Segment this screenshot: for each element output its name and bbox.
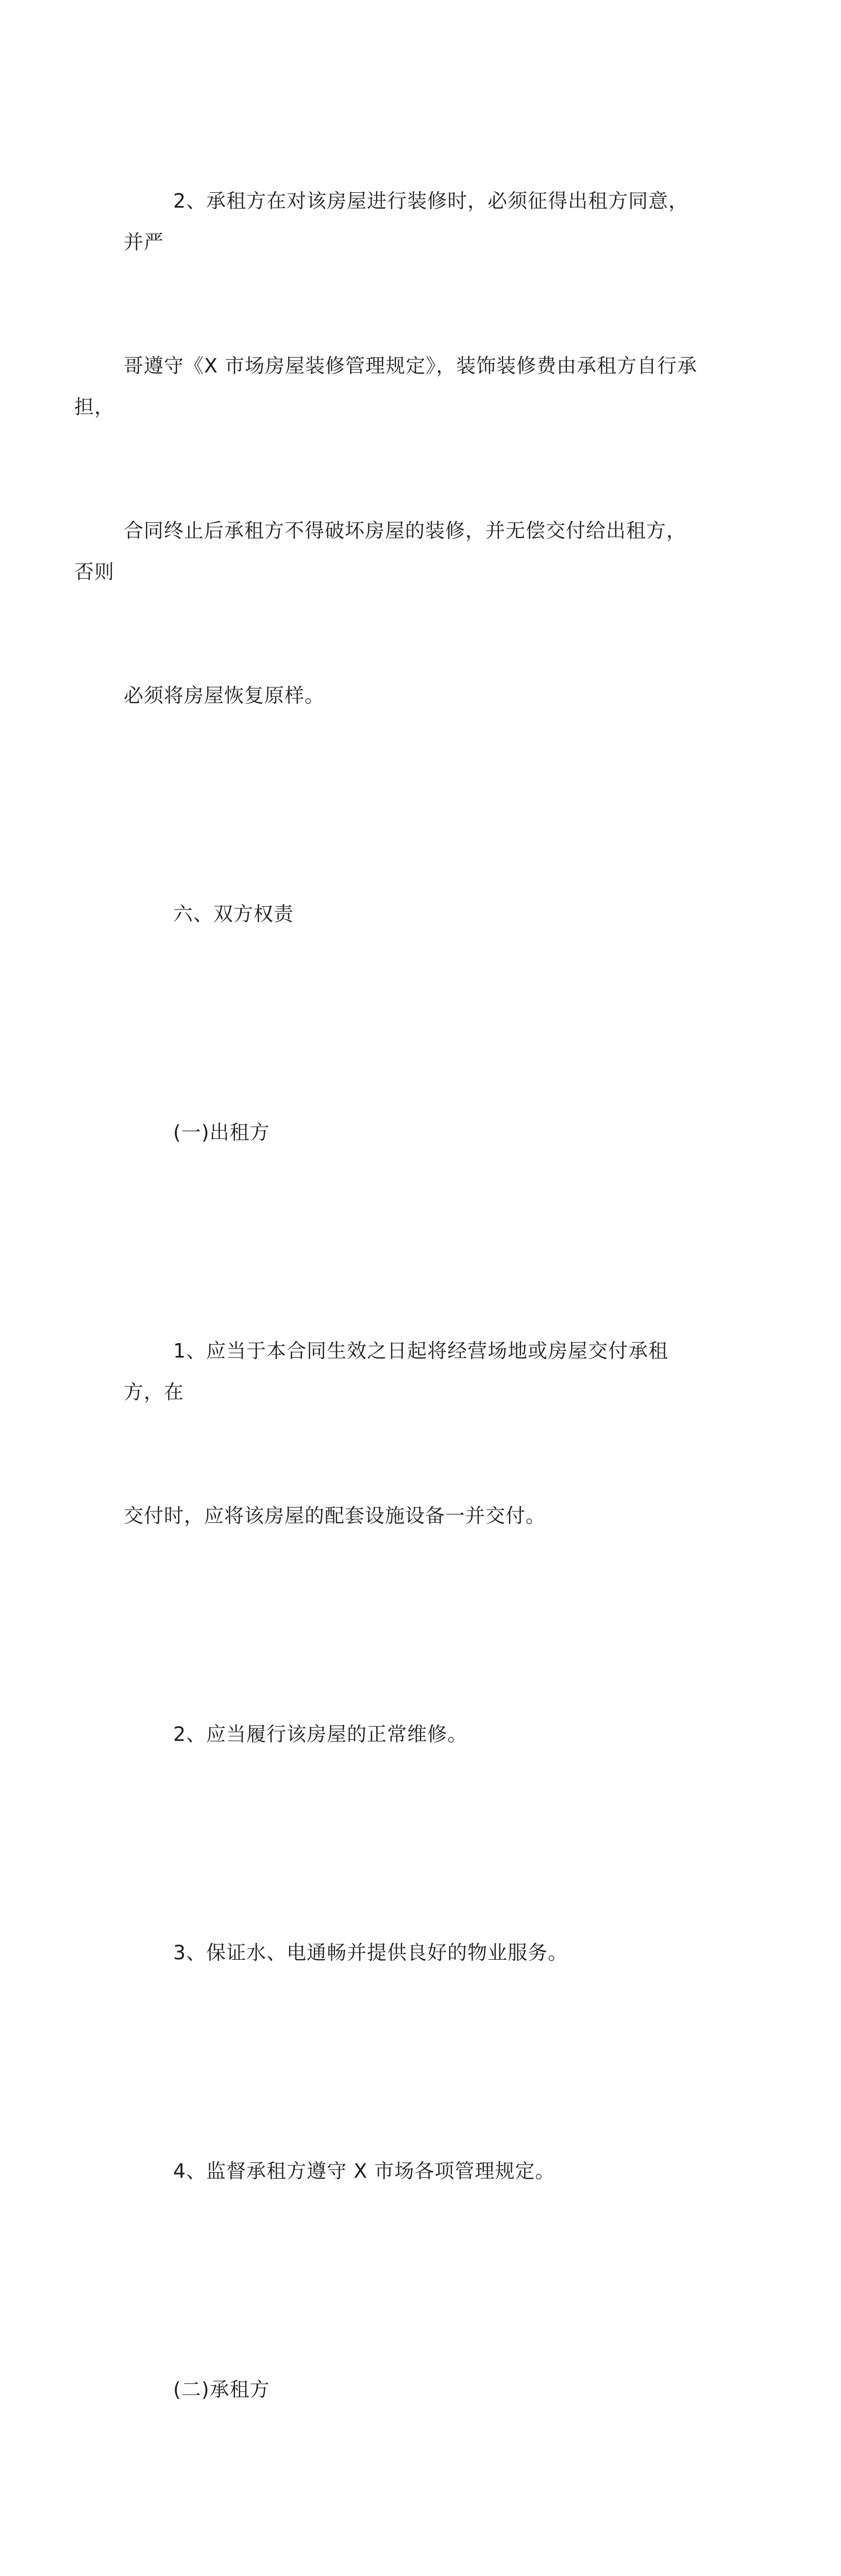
lessor-item-2 [124,1631,706,1837]
text-line: 合同终止后承租方不得破坏房屋的装修，并无偿交付给出租方，否则 [74,519,687,583]
subsection-heading-lessor [124,1029,706,1235]
clause-5-item-2 [74,98,706,799]
text-line: (一)出租方 [173,1121,270,1144]
text-line: 交付时，应将该房屋的配套设施设备一并交付。 [124,1504,546,1527]
text-line: 4、监督承租方遵守 X 市场各项管理规定。 [173,2160,556,2182]
lessee-item-1 [124,2505,706,2576]
text-line: 哥遵守《X 市场房屋装修管理规定》，装饰装修费由承租方自行承担， [74,354,698,418]
lessor-item-1 [124,1248,706,1619]
text-line: 1、应当于本合同生效之日起将经营场地或房屋交付承租方，在 [124,1340,669,1403]
text-line: 必须将房屋恢复原样。 [124,684,325,707]
text-line: (二)承租方 [173,2378,270,2401]
text-line: 3、保证水、电通畅并提供良好的物业服务。 [173,1941,568,1964]
subsection-heading-lessee [124,2286,706,2493]
document-body [74,98,706,2576]
lessor-item-3 [124,1850,706,2056]
text-line: 2、应当履行该房屋的正常维修。 [173,1723,468,1745]
section-heading [124,811,706,1017]
text-line: 六、双方权责 [173,903,294,925]
text-line: 2、承租方在对该房屋进行装修时，必须征得出租方同意，并严 [124,190,689,253]
lessor-item-4 [124,2068,706,2274]
